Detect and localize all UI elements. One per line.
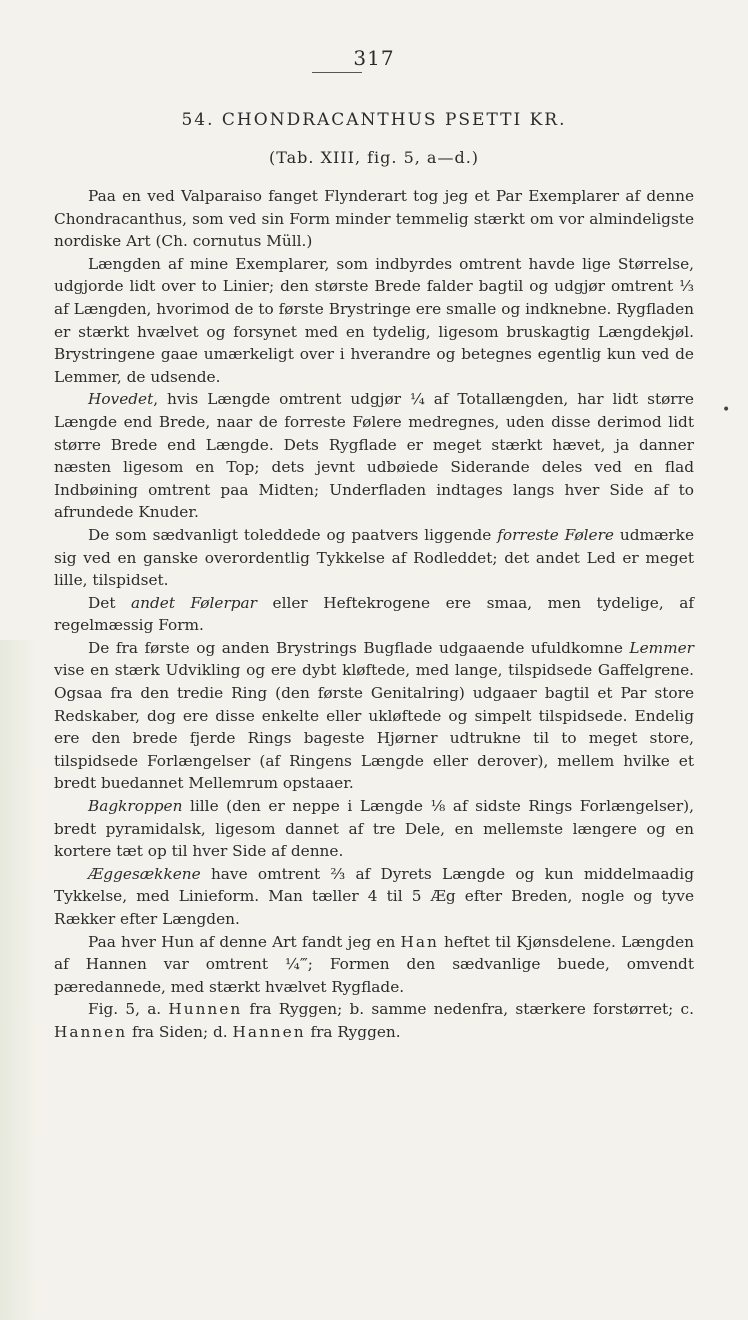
term-lemmer: Lemmer: [629, 638, 694, 657]
paragraph-7-text: lille (den er neppe i Længde ⅛ af sidste Rings Forlængelser), bredt pyramidalsk, ligesom dannet af tre Dele, en mellemste længere og en kortere tæt op til hver Side af denne.: [54, 797, 694, 861]
paragraph-3: [54, 388, 694, 524]
term-bagkroppen: Bagkroppen: [88, 797, 183, 816]
caption-text-b: fra Ryggen; b. samme nedenfra, stærkere forstørret; c.: [242, 1000, 694, 1019]
paragraph-5: [54, 592, 694, 637]
figure-reference: (Tab. XIII, fig. 5, a—d.): [268, 148, 480, 167]
paragraph-6-text-b: vise en stærk Udvikling og ere dybt kløftede, med lange, tilspidsede Gaffelgrene. Ogsaa fra den tredie Ring (den første Genitalring) udgaaer bagtil et Par store Redskaber, dog ere disse enkelte eller ukløftede og simpelt tilspidsede. Endelig ere den brede fjerde Rings bageste Hjørner udtrukne til to meget store, tilspidsede Forlængelser (af Ringens Længde eller derover), mellem hvilke et bredt buedannet Mellemrum opstaaer.: [54, 661, 694, 793]
paragraph-7: [54, 795, 694, 863]
paragraph-4: [54, 524, 694, 592]
paragraph-5-text-b: eller Heftekrogene ere smaa, men tydelige, af regelmæssig Form.: [54, 593, 695, 635]
paragraph-2: Længden af mine Exemplarer, som indbyrdes omtrent havde lige Størrelse, udgjorde lidt over to Linier; den største Brede falder bagtil og udgjør omtrent ⅓ af Længden, hvorimod de to første Brystringe ere smalle og indknebne. Rygfladen er stærkt hvælvet og forsynet med en tydelig, ligesom bruskagtig Længdekjøl. Brystringene gaae umærkeligt over i hverandre og betegnes egentlig kun ved de Lemmer, de udsende.: [54, 254, 694, 386]
term-andet-folerpar: andet Følerpar: [131, 593, 257, 612]
figure-caption: [54, 998, 694, 1043]
caption-hunnen: Hunnen: [168, 1000, 243, 1019]
paragraph-6-text-a: De fra første og anden Brystrings Bugflade udgaaende ufuldkomne: [88, 638, 630, 657]
paragraph-1: Paa en ved Valparaiso fanget Flynderart tog jeg et Par Exemplarer af denne Chondracanthus, som ved sin Form minder temmelig stærkt om vor almindeligste nordiske Art (Ch. cornutus Müll.): [54, 187, 694, 251]
page-edge-shadow: [0, 640, 38, 1320]
paragraph-3-text: , hvis Længde omtrent udgjør ¼ af Totallængden, har lidt større Længde end Brede, naar de forreste Følere medregnes, uden disse derimod lidt større Brede end Længde. Dets Rygflade er meget stærkt hævet, ja danner næsten ligesom en Top; dets jevnt udbøiede Siderande deles ved en flad Indbøining omtrent paa Midten; Underfladen indtages langs hver Side af to afrundede Knuder.: [54, 390, 694, 522]
term-hovedet: Hovedet: [88, 390, 154, 409]
caption-text-d: fra Ryggen.: [305, 1022, 401, 1041]
caption-hannen-2: Hannen: [232, 1022, 306, 1041]
paragraph-6: [54, 637, 694, 795]
term-han: Han: [400, 932, 439, 951]
section-title: 54. CHONDRACANTHUS PSETTI KR.: [181, 110, 567, 130]
paragraph-4-text-a: De som sædvanligt toleddede og paatvers liggende: [88, 525, 498, 544]
caption-text-c: fra Siden; d.: [127, 1022, 233, 1041]
page-number: 317: [353, 46, 395, 70]
paragraph-9-text-a: Paa hver Hun af denne Art fandt jeg en: [88, 932, 401, 951]
page-number-rule: [312, 72, 362, 73]
margin-mark: •: [722, 402, 731, 418]
caption-hannen-1: Hannen: [54, 1022, 128, 1041]
paragraph-8-text: have omtrent ⅔ af Dyrets Længde og kun middelmaadig Tykkelse, med Linieform. Man tæller 4 til 5 Æg efter Breden, nogle og tyve Rækker efter Længden.: [54, 864, 694, 928]
term-forreste-folere: forreste Følere: [497, 525, 614, 544]
paragraph-5-text-a: Det: [88, 593, 132, 612]
paragraph-9: [54, 931, 694, 999]
paragraph-4-text-b: udmærke sig ved en ganske overordentlig Tykkelse af Rodleddet; det andet Led er meget lille, tilspidset.: [54, 525, 695, 590]
term-aeggesaekkene: Æggesækkene: [88, 864, 201, 883]
caption-text-a: Fig. 5, a.: [88, 1000, 169, 1019]
paragraph-8: [54, 863, 694, 931]
body-text: [54, 185, 694, 1044]
paragraph-9-text-b: heftet til Kjønsdelene. Længden af Hannen var omtrent ¼‴; Formen den sædvanlige buede, omvendt pæredannede, med stærkt hvælvet Rygflade.: [54, 932, 694, 996]
